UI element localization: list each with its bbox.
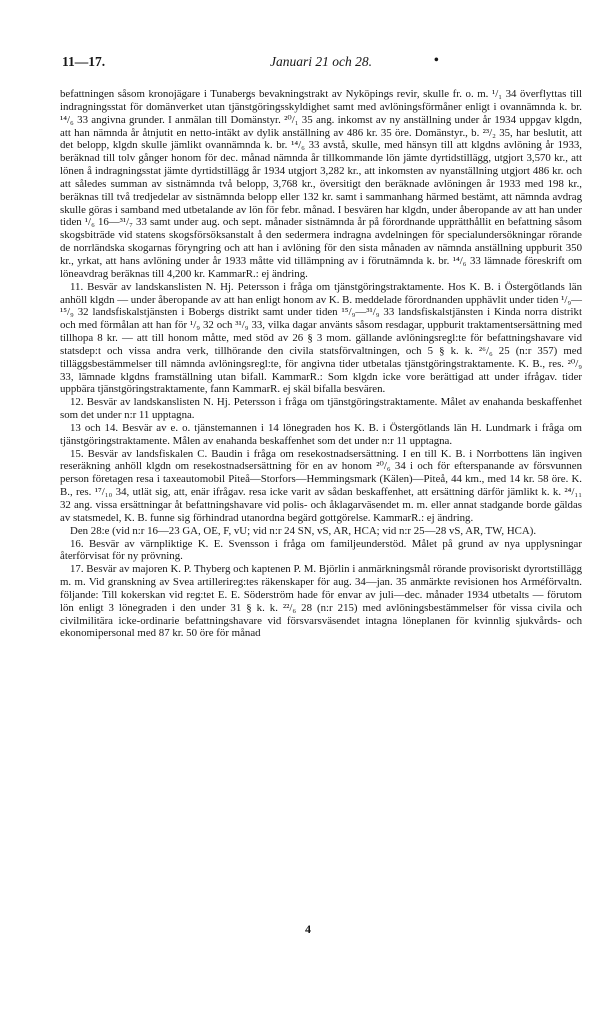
paragraph-case-17: 17. Besvär av majoren K. P. Thyberg och kaptenen P. M. Björlin i anmärkningsmål rörande provisoriskt dyrortstillägg m. m. Vid granskning av Svea artillerireg:tes räkenskaper för aug. 34—jan. 35 anmärkte revisionen hos Arméförvaltn. följande: Till kokerskan vid reg:tet E. E. Söderström hade för envar av juli—dec. månader 1934 utbetalts — förutom lön enligt 3 lönegraden i den under 31 § k. k. ²²/₆ 28 (n:r 215) med avlöningsbestämmelser för vissa civila och civilmilitära icke-ordinarie befattningshavare vid försvarsväsendet intagna löneplanen för kvinnlig sjukvårds- och ekonomipersonal med 87 kr. 50 öre för månad <box>60 563 582 640</box>
page-number: 4 <box>305 922 311 936</box>
header-dot: • <box>434 52 439 67</box>
running-header <box>60 54 582 76</box>
paragraph-case-11: 11. Besvär av landskanslisten N. Hj. Petersson i fråga om tjänstgöringstraktamente. Hos K. B. i Östergötlands län anhöll klgdn — under åberopande av att han enligt honom av K. B. meddelade förordnanden upphävlit under tiden ¹/₉—¹⁵/₉ 32 landsfiskalstjänsten i Bobergs distrikt samt under tiden ¹⁵/₉—³¹/₉ 33 landsfiskalstjänsten i Kinda norra distrikt och med förmålan att han för ¹/₉ 32 och ³¹/₉ 33, vilka dagar använts såsom resdagar, uppburit traktamentsersättning med tillhopa 8 kr. — att till honom måtte, med stöd av 26 § 3 mom. gällande avlöningsregl:te för befattningshavare vid statsdep:t och vissa andra verk, tillhörande den civila statsförvaltningen, och 5 § k. k. ²⁶/₆ 25 (n:r 357) med tilläggsbestämmelser till nämnda avlöningsregl:te, för angivna tider utbetalas tjänstgöringstraktamente. K. B., res. ²⁰/₉ 33, lämnade klgdns framställning utan bifall. KammarR.: Som klgdn icke vore berättigad att under ifrågav. tider uppbära tjänstgöringstraktamente, fann KammarR. ej skäl bifalla besvären. <box>60 280 582 396</box>
paragraph-session-28: Den 28:e (vid n:r 16—23 GA, OE, F, vU; vid n:r 24 SN, vS, AR, HCA; vid n:r 25—28 vS, AR, TW, HCA). <box>70 524 537 537</box>
paragraph-continuation: befattningen såsom kronojägare i Tunabergs bevakningstrakt av Nyköpings revir, skulle fr. o. m. ¹/₁ 34 överflyttas till indragningsstat för domänverket utan tjänstgöringsskyldighet samt med avlöningsförmåner enligt i ovannämnda k. br. ¹⁴/₆ 33 angivna grunder. I anmälan till Domänstyr. ²⁰/₁ 35 ang. inkomst av ny anställning under år 1934 uppgav klgdn, att han nämnda år åtnjutit en netto-intäkt av dylik anställning av 486 kr. 35 öre. Domänstyr., b. ²³/₂ 35, har beslutit, att det belopp, klgdn skulle jämlikt ovannämnda k. br. ¹⁴/₆ 33 avstå, skulle, med hänsyn till att klgdns avlöning år 1933, beräknad till tolv gånger honom för dec. månad nämnda år tillkommande lön jämte dyrtidstillägg, utgjort 3,570 kr., att lönen å indragningsstat jämte dyrtidstillägg år 1934 utgjort 3,282 kr., att inkomsten av nyanställning utgjort 486 kr. och att således summan av sistnämnda två belopp, 3,768 kr., översitigt den beräknade avlöningen år 1933 med 198 kr., beräknas till två tredjedelar av sistnämnda belopp eller 132 kr. samt i sammanhang härmed bestämt, att nämnda avdrag skulle göras i samband med utbetalande av lön för febr. månad. I besvären har klgdn, under åberopande av att han under tiden ¹/₆ 16—³¹/₇ 33 samt under aug. och sept. månader sistnämnda år på förordnande upprätthållit en befattning såsom skogsbiträde vid statens skogsförsöksanstalt å den sedermera indragna avdelningen för specialundersökningar rörande de norrländska skogarnas föryngring och att han i avlöning för den sista månaden av nämnda anställning uppburit 350 kr., yrkat, att hans avlöning under år 1933 måtte vid tillämpning av i förutnämnda k. br. ¹⁴/₆ 33 lämnade föreskrift om löneavdrag beräknas till 4,200 kr. KammarR.: ej ändring. <box>60 88 582 280</box>
session-date: Januari 21 och 28. <box>270 54 372 69</box>
body-text <box>60 88 582 640</box>
case-range: 11—17. <box>62 54 106 69</box>
paragraph-case-12: 12. Besvär av landskanslisten N. Hj. Petersson i fråga om tjänstgöringstraktamente. Målet av enahanda beskaffenhet som det under n:r 11 upptagna. <box>60 396 582 422</box>
paragraph-case-16: 16. Besvär av värnpliktige K. E. Svensson i fråga om familjeunderstöd. Målet på grund av nya upplysningar återförvisat för ny prövning. <box>60 537 582 563</box>
paragraph-case-13-14: 13 och 14. Besvär av e. o. tjänstemannen i 14 lönegraden hos K. B. i Östergötlands län H. Lundmark i fråga om tjänstgöringstraktamente. Målen av enahanda beskaffenhet som det under n:r 11 upptagna. <box>60 421 582 447</box>
paragraph-case-15: 15. Besvär av landsfiskalen C. Baudin i fråga om resekostnadsersättning. I en till K. B. i Norrbottens län ingiven reseräkning anhöll klgdn om resekostnadsersättning för en av honom ²⁰/₆ 34 i och för efterspanande av försvunnen person företagen resa i taxeautomobil Piteå—Storfors—Hemmingsmark (Kälen)—Piteå, 44 km., med 14 kr. 58 öre. K. B., res. ¹⁷/₁₀ 34, utlät sig, att, enär ifrågav. resa icke varit av sådan beskaffenhet, att ersättning därför jämlikt k. k. ²⁴/₁₁ 32 ang. vissa ersättningar åt befattningshavare vid polis- och åklagarväsendet m. m. eller annat stadgande borde gäldas av statsmedel, K. B. funne sig förhindrad utanordna begärd gottgörelse. KammarR.: ej ändring. <box>60 447 582 524</box>
document-page <box>60 54 582 640</box>
